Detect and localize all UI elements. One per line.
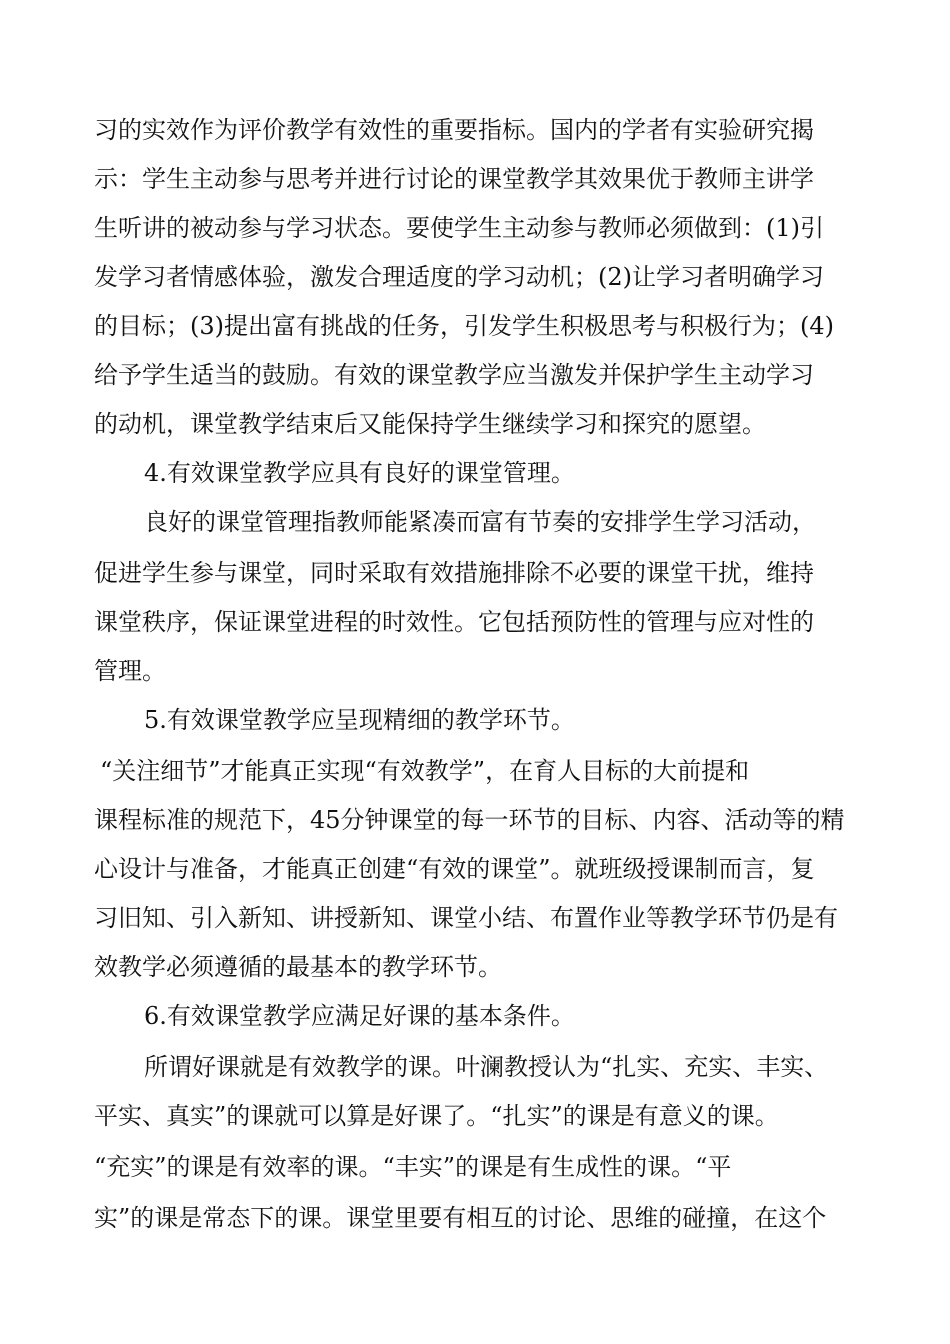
text-line: 生听讲的被动参与学习状态。要使学生主动参与教师必须做到：(1)引 xyxy=(94,214,824,242)
text-line: 习的实效作为评价教学有效性的重要指标。国内的学者有实验研究揭 xyxy=(94,116,814,144)
text-line: 示：学生主动参与思考并进行讨论的课堂教学其效果优于教师主讲学 xyxy=(94,165,814,193)
text-line: 课堂秩序，保证课堂进程的时效性。它包括预防性的管理与应对性的 xyxy=(94,608,814,636)
text-line: 所谓好课就是有效教学的课。叶澜教授认为“扎实、充实、丰实、 xyxy=(144,1053,829,1081)
text-line: 心设计与准备，才能真正创建“有效的课堂”。就班级授课制而言，复 xyxy=(94,855,815,883)
text-line: 实”的课是常态下的课。课堂里要有相互的讨论、思维的碰撞，在这个 xyxy=(94,1204,827,1232)
text-line: 平实、真实”的课就可以算是好课了。“扎实”的课是有意义的课。 xyxy=(94,1102,779,1130)
section-heading-5: 5.有效课堂教学应呈现精细的教学环节。 xyxy=(144,706,575,734)
text-line: 效教学必须遵循的最基本的教学环节。 xyxy=(94,953,502,981)
text-line: 的动机，课堂教学结束后又能保持学生继续学习和探究的愿望。 xyxy=(94,410,766,438)
text-line: 给予学生适当的鼓励。有效的课堂教学应当激发并保护学生主动学习 xyxy=(94,361,814,389)
section-heading-4: 4.有效课堂教学应具有良好的课堂管理。 xyxy=(144,459,575,487)
text-line: 促进学生参与课堂，同时采取有效措施排除不必要的课堂干扰，维持 xyxy=(94,559,814,587)
section-heading-6: 6.有效课堂教学应满足好课的基本条件。 xyxy=(144,1002,575,1030)
text-line: 习旧知、引入新知、讲授新知、课堂小结、布置作业等教学环节仍是有 xyxy=(94,904,838,932)
text-line: “关注细节”才能真正实现“有效教学”，在育人目标的大前提和 xyxy=(100,757,750,785)
text-line: 发学习者情感体验，激发合理适度的学习动机；(2)让学习者明确学习 xyxy=(94,263,824,291)
text-line: 的目标；(3)提出富有挑战的任务，引发学生积极思考与积极行为；(4) xyxy=(94,312,834,340)
text-line: “充实”的课是有效率的课。“丰实”的课是有生成性的课。“平 xyxy=(94,1153,732,1181)
text-line: 管理。 xyxy=(94,657,166,685)
text-line: 良好的课堂管理指教师能紧凑而富有节奏的安排学生学习活动， xyxy=(144,508,816,536)
text-line: 课程标准的规范下，45分钟课堂的每一环节的目标、内容、活动等的精 xyxy=(94,806,845,834)
